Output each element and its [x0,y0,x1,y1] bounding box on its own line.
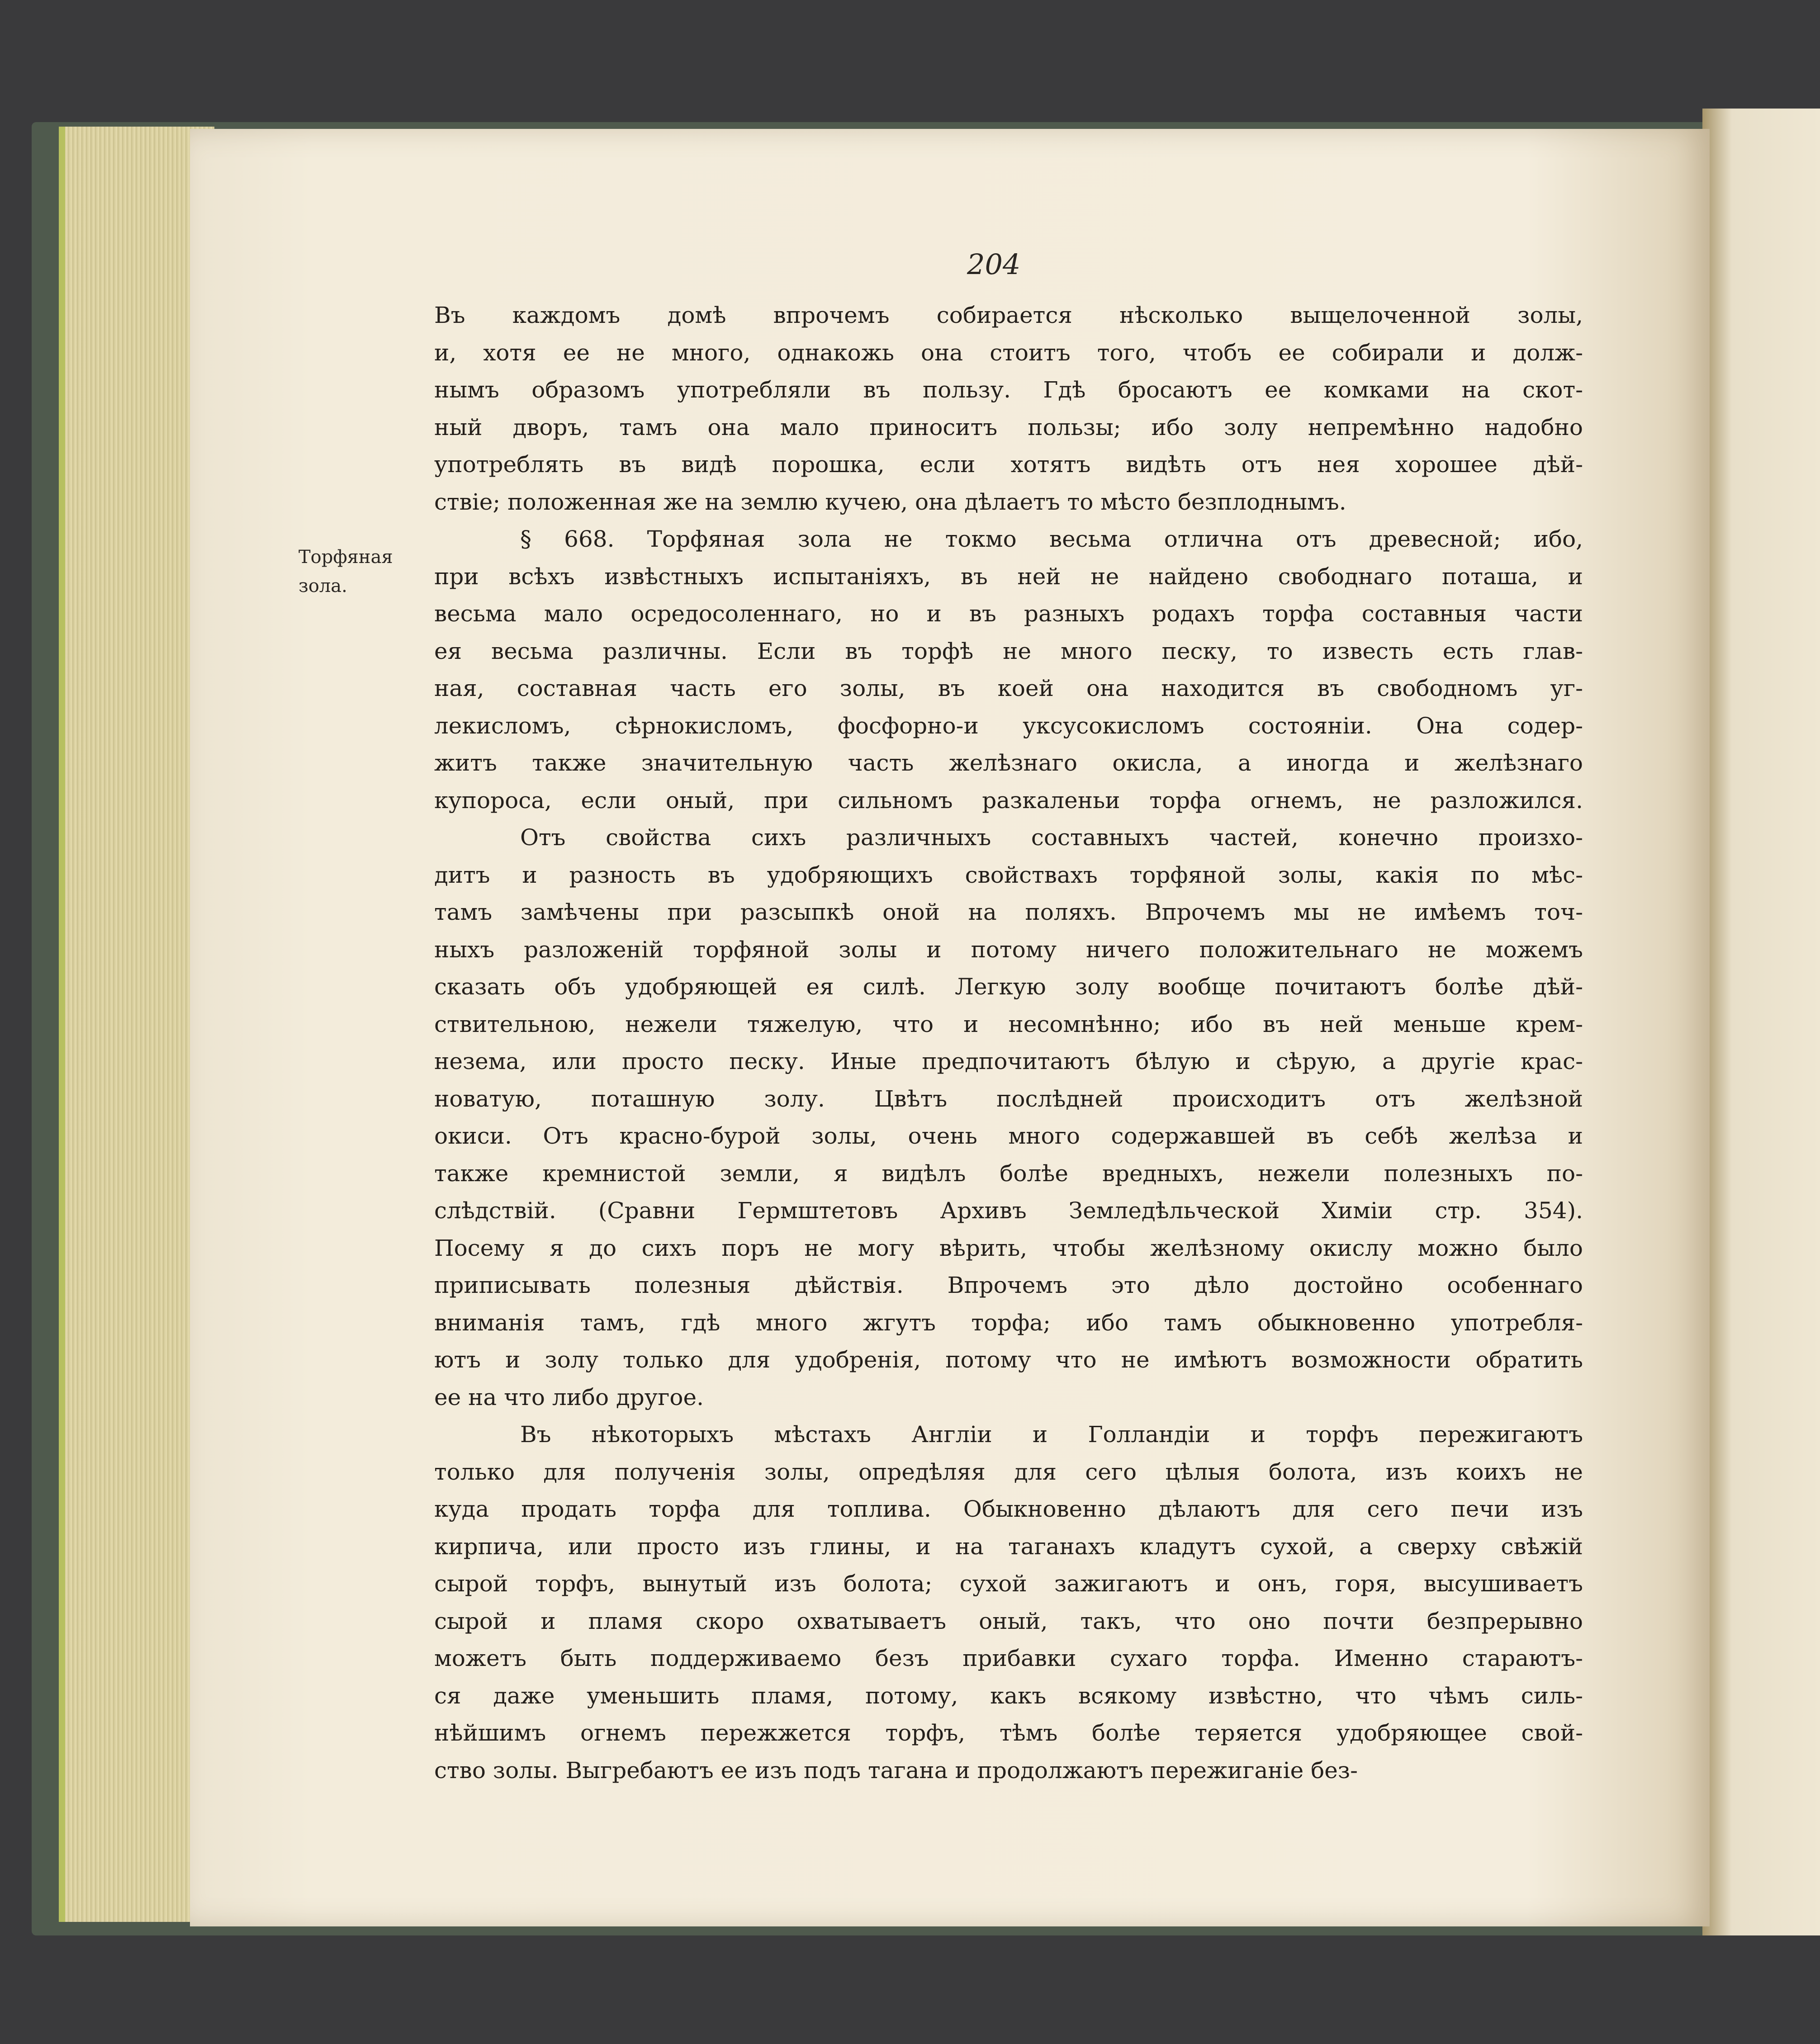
text-line: Отъ свойства сихъ различныхъ составныхъ частей, конечно произхо- [520,824,1583,851]
text-line: окиси. Отъ красно-бурой золы, очень много содержавшей въ себѣ желѣза и [434,1123,1583,1149]
text-line: дитъ и разность въ удобряющихъ свойствахъ торфяной золы, какія по мѣс- [434,861,1583,888]
text-line: сырой торфъ, вынутый изъ болота; сухой зажигаютъ и онъ, горя, высушиваетъ [434,1571,1583,1597]
text-line: новатую, поташную золу. Цвѣтъ послѣдней происходитъ отъ желѣзной [434,1085,1583,1112]
text-line: слѣдствій. (Сравни Гермштетовъ Архивъ Земледѣльческой Химіи стр. 354). [434,1197,1583,1224]
text-line: ствіе; положенная же на землю кучею, она дѣлаетъ то мѣсто безплоднымъ. [434,488,1346,515]
text-line: § 668. Торфяная зола не токмо весьма отлична отъ древесной; ибо, [520,526,1583,552]
text-line: ея весьма различны. Если въ торфѣ не много песку, то известь есть глав- [434,638,1583,664]
text-line: также кремнистой земли, я видѣлъ болѣе вредныхъ, нежели полезныхъ по- [434,1160,1583,1187]
text-line: незема, или просто песку. Иные предпочитаютъ бѣлую и сѣрую, а другіе крас- [434,1048,1583,1074]
text-line: тамъ замѣчены при разсыпкѣ оной на поляхъ. Впрочемъ мы не имѣемъ точ- [434,899,1583,925]
text-line: сырой и пламя скоро охватываетъ оный, такъ, что оно почти безпрерывно [434,1608,1583,1634]
text-line: ствительною, нежели тяжелую, что и несомнѣнно; ибо въ ней меньше крем- [434,1011,1583,1037]
page-number: 204 [967,248,1021,281]
text-line: сказать объ удобряющей ея силѣ. Легкую золу вообще почитаютъ болѣе дѣй- [434,974,1583,1000]
text-line: весьма мало осредосоленнаго, но и въ разныхъ родахъ торфа составныя части [434,601,1583,627]
text-line: ныхъ разложеній торфяной золы и потому ничего положительнаго не можемъ [434,936,1583,963]
text-line: житъ также значительную часть желѣзнаго окисла, а иногда и желѣзнаго [434,750,1583,776]
text-line: употреблять въ видѣ порошка, если хотятъ видѣть отъ нея хорошее дѣй- [434,451,1583,478]
margin-note: Торфяная зола. [299,547,393,596]
text-line: и, хотя ее не много, однакожь она стоитъ того, чтобъ ее собирали и долж- [434,339,1583,366]
text-line: ная, составная часть его золы, въ коей она находится въ свободномъ уг- [434,675,1583,701]
text-line: Въ нѣкоторыхъ мѣстахъ Англіи и Голландіи и торфъ пережигаютъ [520,1421,1583,1448]
text-line: при всѣхъ извѣстныхъ испытаніяхъ, въ ней не найдено свободнаго поташа, и [434,563,1583,590]
text-line: ный дворъ, тамъ она мало приноситъ пользы; ибо золу непремѣнно надобно [434,414,1583,440]
text-line: ютъ и золу только для удобренія, потому что не имѣютъ возможности обратить [434,1347,1583,1373]
text-line: ство золы. Выгребаютъ ее изъ подъ тагана и продолжаютъ пережиганіе без- [434,1757,1358,1784]
text-line: купороса, если оный, при сильномъ разкаленьи торфа огнемъ, не разложился. [434,787,1583,814]
text-line: лекисломъ, сѣрнокисломъ, фосфорно-и уксусокисломъ состояніи. Она содер- [434,712,1583,739]
text-line: приписывать полезныя дѣйствія. Впрочемъ это дѣло достойно особеннаго [434,1272,1583,1298]
text-line: куда продать торфа для топлива. Обыкновенно дѣлаютъ для сего печи изъ [434,1496,1583,1522]
text-line: ся даже уменьшить пламя, потому, какъ всякому извѣстно, что чѣмъ силь- [434,1682,1583,1709]
text-line: нымъ образомъ употребляли въ пользу. Гдѣ бросаютъ ее комками на скот- [434,377,1583,403]
text-line: нѣйшимъ огнемъ пережжется торфъ, тѣмъ болѣе теряется удобряющее свой- [434,1720,1583,1746]
text-line: Посему я до сихъ поръ не могу вѣрить, чтобы желѣзному окислу можно было [434,1235,1583,1261]
text-line: Въ каждомъ домѣ впрочемъ собирается нѣсколько выщелоченной золы, [434,302,1583,328]
text-line: можетъ быть поддерживаемо безъ прибавки сухаго торфа. Именно стараютъ- [434,1645,1583,1671]
text-line: кирпича, или просто изъ глины, и на таганахъ кладутъ сухой, а сверху свѣжій [434,1533,1583,1560]
facing-page-edge [1702,109,1820,1935]
text-line: вниманія тамъ, гдѣ много жгутъ торфа; ибо тамъ обыкновенно употребля- [434,1309,1583,1336]
text-line: ее на что либо другое. [434,1384,704,1410]
text-line: только для полученія золы, опредѣляя для сего цѣлыя болота, изъ коихъ не [434,1458,1583,1485]
